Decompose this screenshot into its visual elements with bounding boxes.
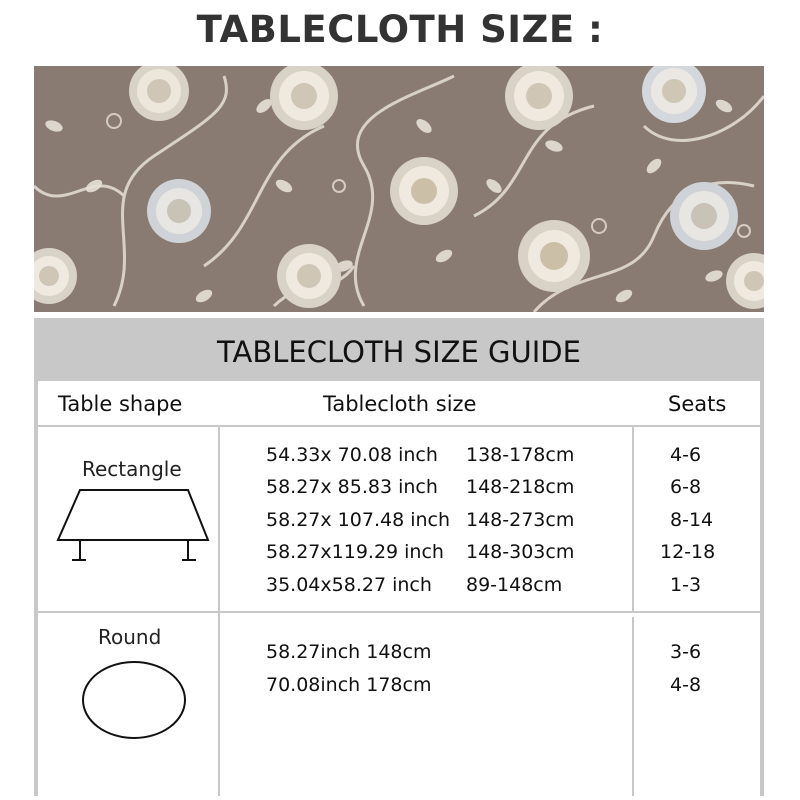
rect-row-4-inch: 58.27x119.29 inch [266, 541, 444, 563]
rect-row-2-seats: 6-8 [670, 476, 702, 498]
size-table [38, 381, 760, 796]
rect-row-2-cm: 148-218cm [466, 476, 575, 498]
rect-row-5-inch: 35.04x58.27 inch [266, 574, 432, 596]
header-divider [38, 425, 760, 427]
rect-row-3-seats: 8-14 [670, 509, 714, 531]
rect-row-3-inch: 58.27x 107.48 inch [266, 509, 451, 531]
header-table-shape: Table shape [58, 392, 183, 416]
column-divider-seats-rect [632, 427, 634, 611]
column-divider-seats-round [632, 617, 634, 796]
rect-row-1-seats: 4-6 [670, 444, 702, 466]
header-tablecloth-size: Tablecloth size [323, 392, 477, 416]
tablecloth-pattern-image [34, 66, 764, 312]
rect-row-5-seats: 1-3 [670, 574, 702, 596]
shape-label-round: Round [98, 625, 162, 649]
header-seats: Seats [668, 392, 727, 416]
round-table-icon [80, 659, 188, 741]
rect-row-1-inch: 54.33x 70.08 inch [266, 444, 438, 466]
round-row-1-seats: 3-6 [670, 641, 702, 663]
rect-row-3-cm: 148-273cm [466, 509, 575, 531]
size-guide-title: TABLECLOTH SIZE GUIDE [217, 335, 581, 369]
shape-label-rectangle: Rectangle [82, 457, 182, 481]
rect-row-4-seats: 12-18 [660, 541, 716, 563]
page-title: TABLECLOTH SIZE : [196, 8, 604, 51]
section-divider [38, 611, 760, 613]
rect-row-1-cm: 138-178cm [466, 444, 575, 466]
round-row-2-size: 70.08inch 178cm [266, 674, 432, 696]
round-row-2-seats: 4-8 [670, 674, 702, 696]
round-row-1-size: 58.27inch 148cm [266, 641, 432, 663]
rect-row-2-inch: 58.27x 85.83 inch [266, 476, 438, 498]
rectangle-table-icon [54, 484, 212, 564]
rect-row-4-cm: 148-303cm [466, 541, 575, 563]
rect-row-5-cm: 89-148cm [466, 574, 563, 596]
